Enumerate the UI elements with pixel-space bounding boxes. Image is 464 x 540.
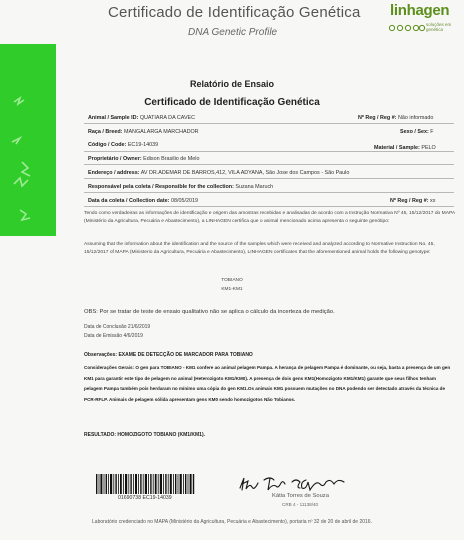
sex-label: Sexo / Sex:	[400, 129, 429, 135]
reg2-value: xx	[430, 198, 436, 204]
sex-field	[400, 129, 434, 135]
code-label: Código / Code:	[88, 142, 127, 148]
genotype-name: TOBIANO	[221, 278, 243, 283]
conclusion-date-label: Data de Conclusão	[84, 324, 127, 330]
sex-value: F	[430, 129, 434, 135]
certification-text-pt: Tendo como verdadeiras as informações de identificação e origem das amostras recebidas e analisadas de acordo com a Instrução Normativa Nº 45, 15/12/2017 do MAPA (Ministério da Agricultura, Pecuária e Abastecimento), a LINHAGEN certifica que o animal mencionado acima apresenta o seguinte genótipo:	[84, 211, 455, 224]
issue-date	[84, 333, 143, 339]
address-label: Endereço / address:	[88, 170, 140, 176]
address-field	[88, 170, 349, 176]
issue-date-value: 4/6/2019	[123, 333, 143, 339]
material-label: Material / Sample:	[374, 145, 420, 151]
result-text: RESULTADO: HOMOZIGOTO TOBIANO (KM1/KM1).	[84, 432, 206, 438]
divider	[84, 164, 454, 165]
collection-date-label: Data da coleta / Collection date:	[88, 198, 170, 204]
barcode-icon	[96, 474, 196, 494]
issue-date-label: Data de Emissão	[84, 333, 123, 339]
animal-value: QUATIARA DA CAVEC	[139, 115, 196, 121]
observations-title: Observações: EXAME DE DETECÇÃO DE MARCADOR PARA TOBIANO	[84, 352, 253, 358]
header-subtitle: DNA Genetic Profile	[188, 27, 278, 38]
divider	[84, 123, 454, 124]
collection-date-value: 08/05/2019	[170, 198, 198, 204]
material-value: PELO	[421, 145, 436, 151]
breed-value: MANGALARGA MARCHADOR	[123, 129, 199, 135]
animal-label: Animal / Sample ID:	[88, 115, 139, 121]
code-value: EC19-14039	[127, 142, 159, 148]
genotype-value: KM1-KM1	[221, 287, 243, 292]
collector-label: Responsável pela coleta / Responsible for the collection:	[88, 184, 234, 190]
signatory-name: Kátia Torres de Souza	[272, 493, 329, 499]
reg-field	[358, 115, 433, 121]
divider	[84, 151, 454, 152]
logo-tagline: soluções em genética	[426, 22, 452, 32]
logo-wordmark: linhagen	[390, 2, 450, 19]
owner-field	[88, 156, 199, 162]
owner-label: Proprietário / Owner:	[88, 156, 142, 162]
reg2-label: Nº Reg / Reg #:	[390, 198, 429, 204]
obs-note: OBS: Por se tratar de teste de ensaio qualitativo não se aplica o cálculo da incerteza de medição.	[84, 309, 335, 315]
certification-text-en: Assuming that the information about the identification and the source of the samples which were received and analyzed according to Normative Instruction No. 45, 15/12/2017 of MAPA (Ministerio da Agricultura, Pecuária e Abastecimento), LINHAGEN certificates that the aforementioned animal holds the following genotype:	[84, 242, 435, 255]
collector-value: Suzana Maruch	[235, 184, 274, 190]
conclusion-date	[84, 324, 150, 330]
breed-label: Raça / Breed:	[88, 129, 123, 135]
conclusion-date-value: 21/6/2019	[127, 324, 151, 330]
breed-field	[88, 129, 199, 135]
reg-value: Não informado	[398, 115, 434, 121]
divider	[84, 192, 454, 193]
signatory-crb: CRB 4 - 11138/40	[282, 502, 319, 507]
address-value: AV DR.ADEMAR DE BARROS,412, VILA ADYANA, São Jose dos Campos - São Paulo	[140, 170, 350, 176]
barcode-number: 01690738 EC19-14039	[118, 495, 172, 501]
divider	[84, 206, 454, 207]
collection-date-field	[88, 198, 198, 204]
collector-field	[88, 184, 273, 190]
header-title: Certificado de Identificação Genética	[108, 4, 361, 21]
linhagen-logo	[382, 2, 462, 36]
observations-text: Considerações Gerais: O gen para TOBIANO - KM1 confere ao animal pelagem Pampa. A herança de pelagem Pampa é dominante, ou seja, basta a presença de um gen KM1 para garantir este tipo de pelagem no animal (Heterozigoto KM1/KM0). A presença de dois gens KM1(Homozigoto KM1/KM1) garante que seus filhos tenham pelagem Pampa também pois herdaram no mínimo uma cópia do gen KM1.Os animais KM1 possuem mutações no DNA podendo ser detectado através da técnica de PCR-RFLP. Animais de pelagem sólida apresentam gens KM0 sendo homozigotos Não Tobianos.	[84, 365, 451, 402]
logo-circles-icon	[388, 24, 426, 32]
dna-watermark-icon	[0, 44, 56, 236]
reg2-field	[390, 198, 435, 204]
animal-field	[88, 115, 195, 121]
footer-accreditation: Laboratório credenciado no MAPA (Ministério da Agricultura, Pecuária e Abastecimento), portaria nº 32 de 20 de abril de 2016.	[92, 519, 372, 525]
reg-label: Nº Reg / Reg #:	[358, 115, 397, 121]
code-field	[88, 142, 158, 148]
report-title: Relatório de Ensaio	[189, 79, 275, 89]
owner-value: Edison Brasilio de Melo	[143, 156, 200, 162]
certificate-title: Certificado de Identificação Genética	[144, 97, 320, 108]
divider	[84, 178, 454, 179]
